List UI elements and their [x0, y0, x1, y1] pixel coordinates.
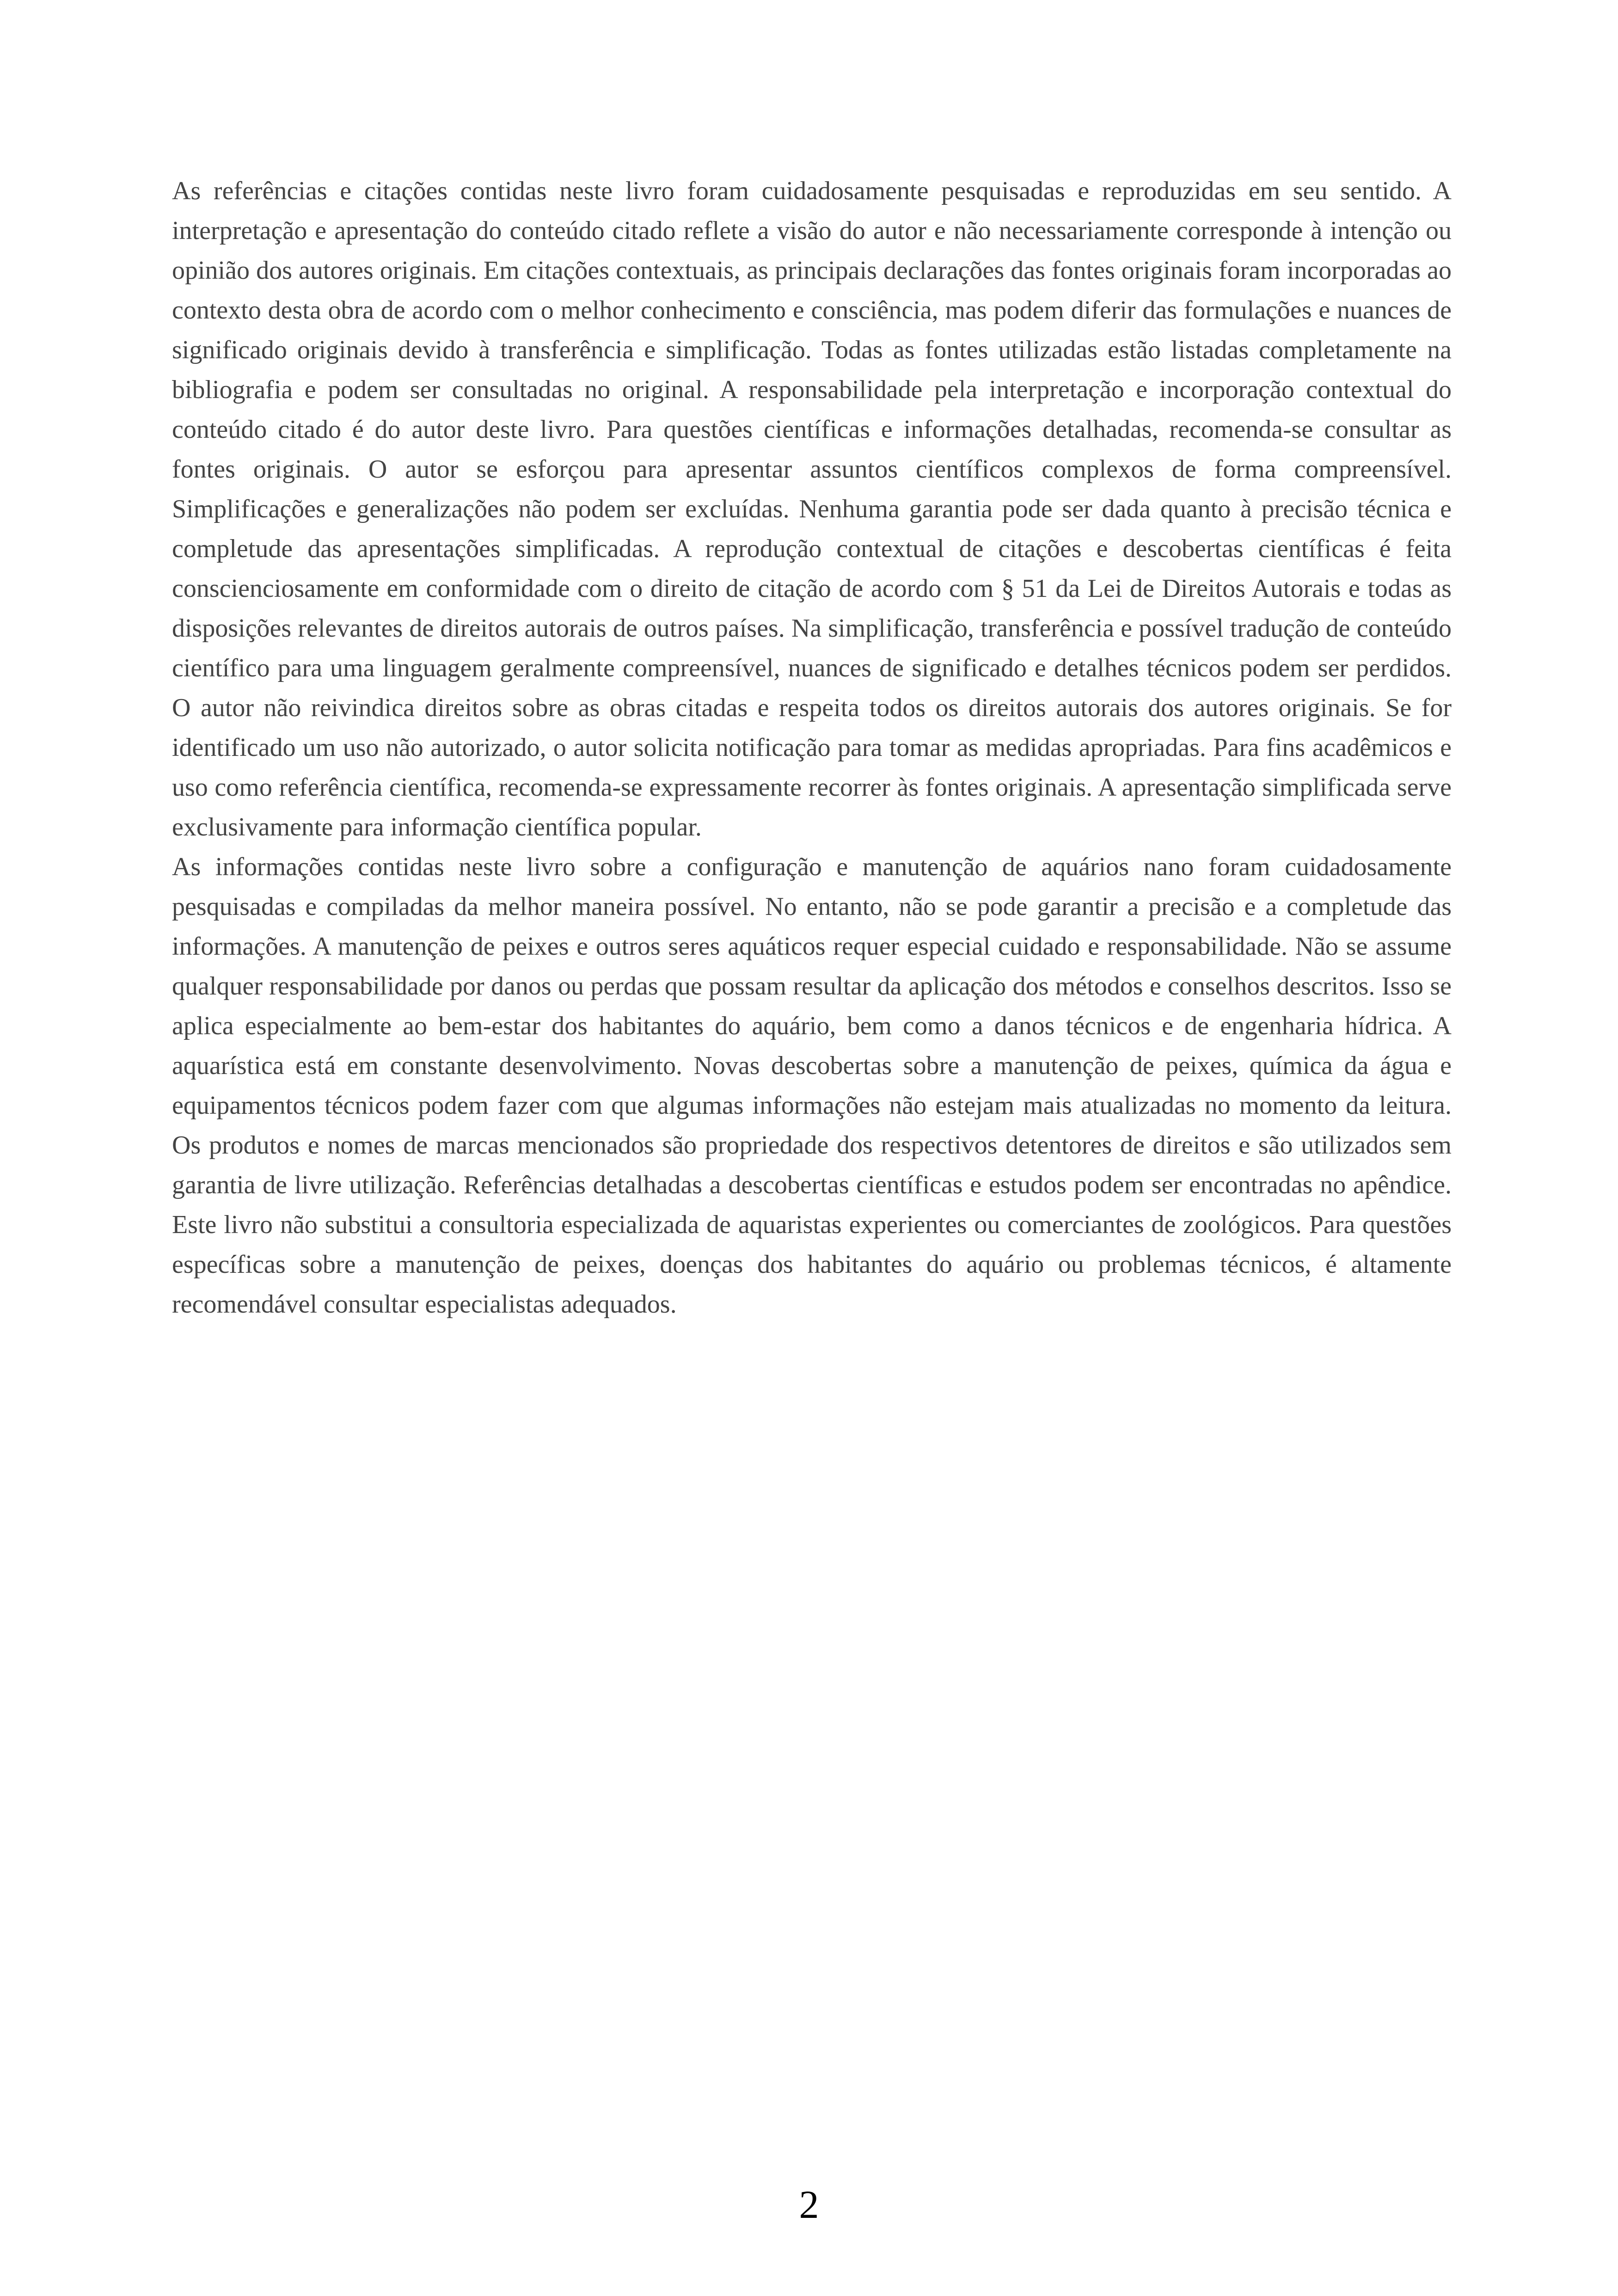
page-number: 2: [799, 2182, 819, 2227]
body-text: [172, 171, 1452, 1324]
paragraph-citations-disclaimer: As referências e citações contidas neste livro foram cuidadosamente pesquisadas e reproduzidas em seu sentido. A interpretação e apresentação do conteúdo citado reflete a visão do autor e não necessariamente corresponde à intenção ou opinião dos autores originais. Em citações contextuais, as principais declarações das fontes originais foram incorporadas ao contexto desta obra de acordo com o melhor conhecimento e consciência, mas podem diferir das formulações e nuances de significado originais devido à transferência e simplificação. Todas as fontes utilizadas estão listadas completamente na bibliografia e podem ser consultadas no original. A responsabilidade pela interpretação e incorporação contextual do conteúdo citado é do autor deste livro. Para questões científicas e informações detalhadas, recomenda-se consultar as fontes originais. O autor se esforçou para apresentar assuntos científicos complexos de forma compreensível. Simplificações e generalizações não podem ser excluídas. Nenhuma garantia pode ser dada quanto à precisão técnica e completude das apresentações simplificadas. A reprodução contextual de citações e descobertas científicas é feita conscienciosamente em conformidade com o direito de citação de acordo com § 51 da Lei de Direitos Autorais e todas as disposições relevantes de direitos autorais de outros países. Na simplificação, transferência e possível tradução de conteúdo científico para uma linguagem geralmente compreensível, nuances de significado e detalhes técnicos podem ser perdidos. O autor não reivindica direitos sobre as obras citadas e respeita todos os direitos autorais dos autores originais. Se for identificado um uso não autorizado, o autor solicita notificação para tomar as medidas apropriadas. Para fins acadêmicos e uso como referência científica, recomenda-se expressamente recorrer às fontes originais. A apresentação simplificada serve exclusivamente para informação científica popular.: [172, 177, 1452, 841]
paragraph-aquarium-disclaimer: As informações contidas neste livro sobre a configuração e manutenção de aquários nano foram cuidadosamente pesquisadas e compiladas da melhor maneira possível. No entanto, não se pode garantir a precisão e a completude das informações. A manutenção de peixes e outros seres aquáticos requer especial cuidado e responsabilidade. Não se assume qualquer responsabilidade por danos ou perdas que possam resultar da aplicação dos métodos e conselhos descritos. Isso se aplica especialmente ao bem-estar dos habitantes do aquário, bem como a danos técnicos e de engenharia hídrica. A aquarística está em constante desenvolvimento. Novas descobertas sobre a manutenção de peixes, química da água e equipamentos técnicos podem fazer com que algumas informações não estejam mais atualizadas no momento da leitura. Os produtos e nomes de marcas mencionados são propriedade dos respectivos detentores de direitos e são utilizados sem garantia de livre utilização. Referências detalhadas a descobertas científicas e estudos podem ser encontradas no apêndice. Este livro não substitui a consultoria especializada de aquaristas experientes ou comerciantes de zoológicos. Para questões específicas sobre a manutenção de peixes, doenças dos habitantes do aquário ou problemas técnicos, é altamente recomendável consultar especialistas adequados.: [172, 853, 1452, 1319]
